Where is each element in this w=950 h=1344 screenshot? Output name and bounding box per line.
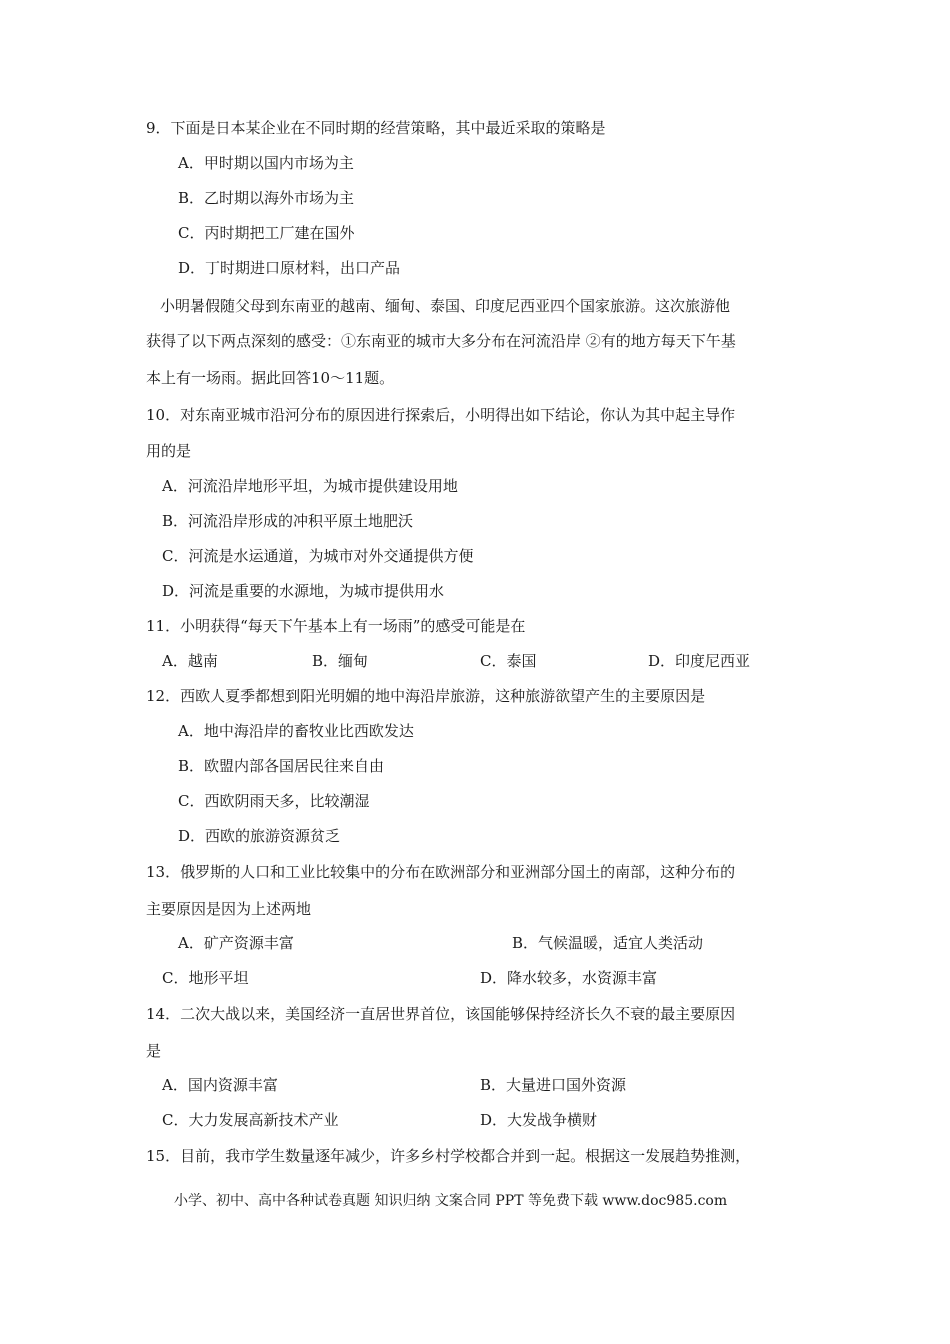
q14-option-c: C．大力发展高新技术产业 [162, 1111, 339, 1129]
q9-option-b: B．乙时期以海外市场为主 [178, 189, 355, 207]
passage-line-2: 获得了以下两点深刻的感受：①东南亚的城市大多分布在河流沿岸 ②有的地方每天下午基 [146, 332, 736, 350]
q14-option-d: D．大发战争横财 [480, 1111, 598, 1129]
q12-option-a: A．地中海沿岸的畜牧业比西欧发达 [178, 722, 414, 740]
q9-option-c: C．丙时期把工厂建在国外 [178, 224, 355, 242]
q11-option-a: A．越南 [162, 652, 218, 670]
q11-option-d: D．印度尼西亚 [648, 652, 751, 670]
q14-stem-line-2: 是 [146, 1042, 162, 1060]
q9-stem: 9．下面是日本某企业在不同时期的经营策略，其中最近采取的策略是 [146, 119, 606, 137]
q13-option-a: A．矿产资源丰富 [178, 934, 294, 952]
q13-option-c: C．地形平坦 [162, 969, 249, 987]
q12-option-b: B．欧盟内部各国居民往来自由 [178, 757, 385, 775]
q13-stem-line-2: 主要原因是因为上述两地 [146, 900, 312, 918]
q14-option-b: B．大量进口国外资源 [480, 1076, 627, 1094]
q10-stem-line-2: 用的是 [146, 442, 192, 460]
q14-option-a: A．国内资源丰富 [162, 1076, 278, 1094]
q9-option-d: D．丁时期进口原材料，出口产品 [178, 259, 401, 277]
q9-option-a: A．甲时期以国内市场为主 [178, 154, 354, 172]
q10-stem-line-1: 10．对东南亚城市沿河分布的原因进行探索后，小明得出如下结论，你认为其中起主导作 [146, 406, 736, 424]
passage-line-3: 本上有一场雨。据此回答10～11题。 [146, 369, 395, 387]
q14-stem-line-1: 14．二次大战以来，美国经济一直居世界首位，该国能够保持经济长久不衰的最主要原因 [146, 1005, 736, 1023]
q12-option-d: D．西欧的旅游资源贫乏 [178, 827, 341, 845]
q10-option-d: D．河流是重要的水源地，为城市提供用水 [162, 582, 445, 600]
q10-option-a: A．河流沿岸地形平坦，为城市提供建设用地 [162, 477, 458, 495]
q15-stem: 15．目前，我市学生数量逐年减少，许多乡村学校都合并到一起。根据这一发展趋势推测， [146, 1147, 751, 1165]
q10-option-c: C．河流是水运通道，为城市对外交通提供方便 [162, 547, 474, 565]
page-footer: 小学、初中、高中各种试卷真题 知识归纳 文案合同 PPT 等免费下载 www.doc985.com [174, 1193, 728, 1209]
q11-option-c: C．泰国 [480, 652, 537, 670]
passage-line-1: 小明暑假随父母到东南亚的越南、缅甸、泰国、印度尼西亚四个国家旅游。这次旅游他 [160, 297, 731, 315]
q12-option-c: C．西欧阴雨天多，比较潮湿 [178, 792, 370, 810]
q12-stem: 12．西欧人夏季都想到阳光明媚的地中海沿岸旅游，这种旅游欲望产生的主要原因是 [146, 687, 706, 705]
q13-option-b: B．气候温暖，适宜人类活动 [512, 934, 704, 952]
q13-option-d: D．降水较多，水资源丰富 [480, 969, 658, 987]
q10-option-b: B．河流沿岸形成的冲积平原土地肥沃 [162, 512, 414, 530]
q11-stem: 11．小明获得“每天下午基本上有一场雨”的感受可能是在 [146, 617, 526, 635]
q13-stem-line-1: 13．俄罗斯的人口和工业比较集中的分布在欧洲部分和亚洲部分国土的南部，这种分布的 [146, 863, 736, 881]
q11-option-b: B．缅甸 [312, 652, 369, 670]
